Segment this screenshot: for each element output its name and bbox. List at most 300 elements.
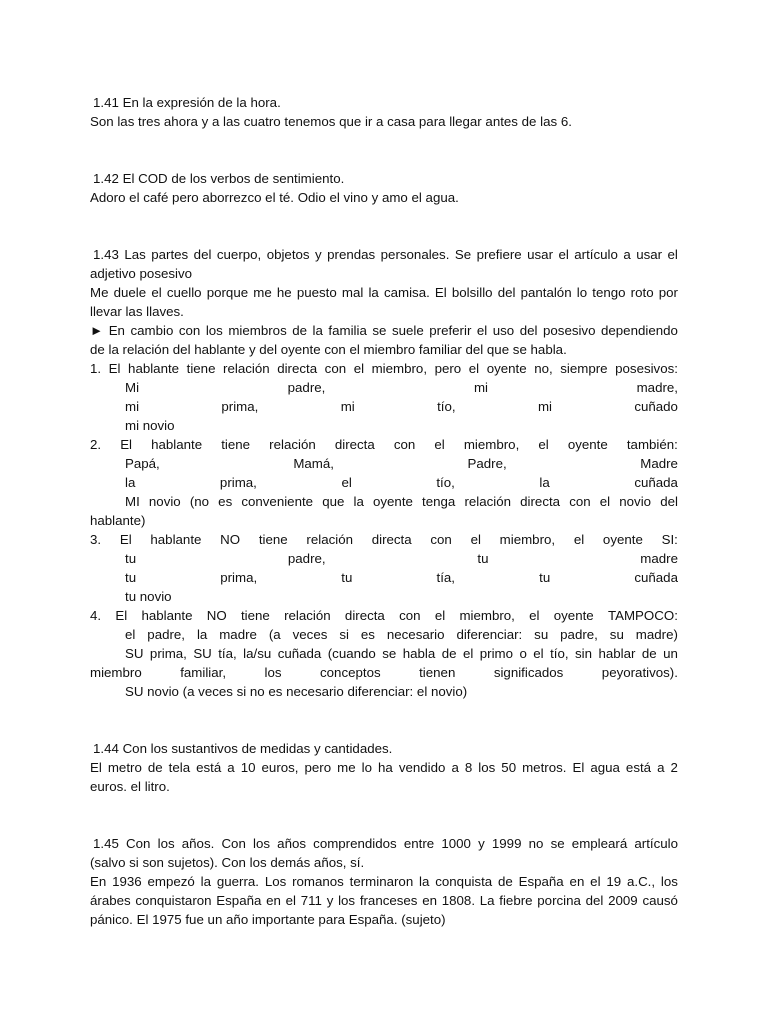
- note-143-line1-word: preferir: [429, 323, 472, 338]
- case-1-heading-word: oyente: [486, 361, 527, 376]
- case-4-row-1-word: es: [360, 627, 375, 642]
- section-heading-142: 1.42 El COD de los verbos de sentimiento.: [93, 171, 345, 186]
- example-143-line1-word: me: [253, 285, 272, 300]
- example-143-line1-word: pantalón: [520, 285, 572, 300]
- case-4-row-2-word: hablar: [598, 646, 636, 661]
- case-2-row-3-word: con: [569, 494, 591, 509]
- case-4-row-2-word: el: [533, 646, 544, 661]
- case-1-row-1-word: mi: [473, 380, 488, 395]
- section-heading-145-line1-word: artículo: [634, 836, 678, 851]
- section-heading-145-line1-word: empleará: [571, 836, 628, 851]
- case-4-row-1: [125, 625, 678, 644]
- case-2-row-2-word: tío,: [436, 475, 455, 490]
- example-145-line1-word: Los: [264, 874, 287, 889]
- section-heading-143-line1-word: usar: [636, 247, 663, 262]
- case-4-row-3: [90, 663, 678, 682]
- case-2-heading-word: el: [538, 437, 549, 452]
- example-145-line2-word: el: [285, 893, 297, 908]
- example-143-line1-word: el: [151, 285, 162, 300]
- case-1-heading-word: relación: [223, 361, 270, 376]
- example-144-line1-word: a: [657, 760, 665, 775]
- case-4-row-2-word: sin: [575, 646, 592, 661]
- note-143-line1-word: de: [292, 323, 308, 338]
- case-2-row-3-word: del: [660, 494, 678, 509]
- case-4-row-3-word: significados: [493, 665, 564, 680]
- case-1-heading-word: el: [468, 361, 480, 376]
- section-heading-145-line1-word: años.: [181, 836, 215, 851]
- case-3-row-1-word: tu: [125, 551, 137, 566]
- case-2-row-3-word: es: [218, 494, 233, 509]
- example-145-line2-word: en: [266, 893, 281, 908]
- case-2-row-3-word: que: [322, 494, 345, 509]
- case-3-heading-word: relación: [306, 532, 353, 547]
- example-143-line1-word: roto: [630, 285, 654, 300]
- case-4-heading-word: oyente: [553, 608, 594, 623]
- case-4-row-3-word: tienen: [419, 665, 456, 680]
- example-145-line1-word: a.C.,: [626, 874, 656, 889]
- note-143-line1-word: dependiendo: [601, 323, 678, 338]
- case-4-row-3-word: conceptos: [320, 665, 381, 680]
- case-2-row-3: [125, 492, 678, 511]
- case-4-heading-word: relación: [284, 608, 331, 623]
- example-144-line1-word: vendido: [398, 760, 446, 775]
- case-2-row-2-word: el: [341, 475, 352, 490]
- section-heading-145-line1-word: años: [277, 836, 307, 851]
- example-143-line1-word: tengo: [592, 285, 626, 300]
- example-145-line2-word: árabes: [90, 893, 131, 908]
- note-143-line1-word: del: [519, 323, 538, 338]
- case-4-row-1-word: veces: [292, 627, 328, 642]
- example-141: Son las tres ahora y a las cuatro tenemos que ir a casa para llegar antes de las 6.: [90, 114, 572, 129]
- section-heading-143-line1-word: objetos: [266, 247, 310, 262]
- example-143-line1-word: porque: [206, 285, 249, 300]
- case-3-heading-word: oyente: [602, 532, 643, 547]
- case-2-row-1-word: Madre: [640, 456, 678, 471]
- case-4-row-1-word: diferenciar:: [456, 627, 523, 642]
- case-4-heading-word: el: [529, 608, 540, 623]
- note-143-line2: de la relación del hablante y del oyente con el miembro familiar del que se habla.: [90, 342, 567, 357]
- example-145-line2: [90, 891, 678, 910]
- section-heading-145-line1-word: comprendidos: [313, 836, 397, 851]
- note-143-line1-word: En: [108, 323, 125, 338]
- case-2-row-3-word: MI: [125, 494, 140, 509]
- case-4-heading-word: con: [399, 608, 421, 623]
- example-145-line2-word: España: [216, 893, 262, 908]
- section-heading-143-line1-word: cuerpo,: [216, 247, 262, 262]
- section-heading-145-line1-word: 1999: [491, 836, 522, 851]
- section-heading-143-line1-word: 1.43: [93, 247, 119, 262]
- example-145-line1-word: el: [590, 874, 601, 889]
- example-144-line1-word: El: [572, 760, 585, 775]
- example-145-line2-word: porcina: [537, 893, 581, 908]
- case-2-row-3-word: relación: [464, 494, 512, 509]
- example-144-line1-word: tela: [168, 760, 191, 775]
- case-4-heading-word: El: [115, 608, 128, 623]
- case-3-row-2-word: tía,: [436, 570, 455, 585]
- example-144-line1-word: los: [478, 760, 496, 775]
- example-143-line1-word: lo: [576, 285, 588, 300]
- case-2-heading-word: con: [393, 437, 416, 452]
- example-145-line2-word: y: [326, 893, 334, 908]
- case-2-row-3-word: el: [599, 494, 611, 509]
- example-145-line2-word: franceses: [359, 893, 418, 908]
- case-4-heading-word: miembro,: [459, 608, 515, 623]
- example-143-line1-word: cuello: [166, 285, 202, 300]
- case-3-row-2-word: cuñada: [634, 570, 678, 585]
- case-2-row-3-word: (no: [189, 494, 210, 509]
- example-145-line2-word: conquistaron: [135, 893, 212, 908]
- example-144-line1-word: está: [625, 760, 652, 775]
- case-2-row-2-word: prima,: [219, 475, 257, 490]
- case-1-row-1: [125, 378, 678, 397]
- case-4-row-2-word: SU: [193, 646, 212, 661]
- example-144-line1-word: El: [90, 760, 102, 775]
- example-144-line1: [90, 758, 678, 777]
- case-3-row-2-word: tu: [539, 570, 551, 585]
- case-3-heading-word: tiene: [258, 532, 288, 547]
- case-4-row-2-word: primo: [479, 646, 513, 661]
- case-1-row-1-word: madre,: [636, 380, 678, 395]
- case-4-heading-word: el: [434, 608, 446, 623]
- example-144-line1-word: 8: [464, 760, 473, 775]
- case-1-heading-word: 1.: [90, 361, 102, 376]
- case-2-row-3-word: la: [353, 494, 364, 509]
- case-1-heading-word: hablante: [128, 361, 180, 376]
- case-2-row-3-word: directa: [520, 494, 561, 509]
- case-1-row-2-word: cuñado: [634, 399, 678, 414]
- example-144-line1-word: de: [147, 760, 163, 775]
- case-4-heading-word: directa: [344, 608, 385, 623]
- example-143-line1-word: bolsillo: [451, 285, 493, 300]
- case-4-row-1-word: padre,: [560, 627, 598, 642]
- example-144-line1-word: 50: [501, 760, 517, 775]
- section-heading-145-line1-word: los: [253, 836, 271, 851]
- example-144-line1-word: 2: [670, 760, 678, 775]
- note-143-line1-word: se: [372, 323, 387, 338]
- note-143-line1-word: suele: [391, 323, 424, 338]
- case-4-heading-word: 4.: [90, 608, 102, 623]
- example-144-line1-word: lo: [361, 760, 373, 775]
- case-4-row-2-word: un: [663, 646, 678, 661]
- section-heading-145-line1-word: 1.45: [93, 836, 119, 851]
- example-143-line1-word: duele: [113, 285, 147, 300]
- example-144-line1-word: metro: [107, 760, 142, 775]
- example-145-line1-word: romanos: [292, 874, 344, 889]
- note-143-line1-word: posesivo: [543, 323, 596, 338]
- example-144-line1-word: euros,: [261, 760, 299, 775]
- case-2-heading-word: oyente: [567, 437, 608, 452]
- case-3-heading-word: NO: [220, 532, 241, 547]
- section-heading-145-line1-word: Con: [126, 836, 151, 851]
- case-4-heading-word: tiene: [240, 608, 270, 623]
- case-2-heading-word: el: [434, 437, 445, 452]
- case-4-row-1-word: su: [609, 627, 624, 642]
- note-143-line1-word: familia: [328, 323, 367, 338]
- case-2-row-3-word: oyente: [372, 494, 413, 509]
- case-2-row-4: hablante): [90, 513, 146, 528]
- case-2-row-3-word: conveniente: [241, 494, 314, 509]
- case-4-row-2-word: el: [462, 646, 474, 661]
- example-145-line2-word: fiebre: [499, 893, 533, 908]
- case-4-heading: [90, 606, 678, 625]
- case-3-row-2-word: prima,: [220, 570, 258, 585]
- case-1-row-2-word: prima,: [221, 399, 259, 414]
- case-3-heading-word: miembro,: [499, 532, 556, 547]
- case-4-row-3-word: miembro: [90, 665, 142, 680]
- case-4-row-2-word: tío,: [550, 646, 569, 661]
- section-heading-143-line2: adjetivo posesivo: [90, 266, 193, 281]
- case-3-heading-word: con: [430, 532, 452, 547]
- example-145-line2-word: 2009: [608, 893, 638, 908]
- case-2-heading-word: miembro,: [463, 437, 520, 452]
- note-143-line1: [90, 321, 678, 340]
- section-heading-145-line1-word: los: [157, 836, 175, 851]
- example-145-line1-word: de: [497, 874, 513, 889]
- case-4-row-2-word: tía,: [218, 646, 237, 661]
- section-heading-143-line1-word: Se: [454, 247, 472, 262]
- example-145-line1-word: terminaron: [349, 874, 414, 889]
- case-2-row-1: [125, 454, 678, 473]
- note-143-line1-word: uso: [492, 323, 515, 338]
- example-145-line2-word: causó: [642, 893, 678, 908]
- case-2-row-3-word: novio: [148, 494, 181, 509]
- example-145-line1-word: 19: [606, 874, 622, 889]
- note-143-line1-word: la: [312, 323, 323, 338]
- case-3-row-2-word: tu: [341, 570, 353, 585]
- case-1-row-2-word: tío,: [437, 399, 456, 414]
- case-3-heading-word: hablante: [150, 532, 202, 547]
- case-4-row-2-word: de: [641, 646, 657, 661]
- example-145-line1-word: 1936: [112, 874, 142, 889]
- note-143-line1-word: ►: [90, 323, 104, 338]
- case-4-row-1-word: madre: [219, 627, 257, 642]
- example-145-line2-word: La: [479, 893, 495, 908]
- case-2-row-3-word: novio: [619, 494, 652, 509]
- case-4-row-2: [125, 644, 678, 663]
- section-heading-143-line1-word: artículo: [574, 247, 618, 262]
- example-145-line1-word: en: [569, 874, 585, 889]
- note-143-line1-word: cambio: [130, 323, 174, 338]
- section-heading-143-line1-word: Las: [124, 247, 146, 262]
- example-143-line1: [90, 283, 678, 302]
- example-144-line2: euros. el litro.: [90, 779, 170, 794]
- case-4-row-2-word: cuñada: [277, 646, 322, 661]
- section-heading-143-line1: [93, 245, 678, 264]
- case-1-heading-word: pero: [434, 361, 462, 376]
- case-1-heading-word: con: [324, 361, 347, 376]
- case-3-heading-word: El: [119, 532, 132, 547]
- example-143-line2: llevar las llaves.: [90, 304, 184, 319]
- case-1-heading: [90, 359, 678, 378]
- section-heading-145-line1-word: 1000: [441, 836, 471, 851]
- example-144-line1-word: me: [337, 760, 356, 775]
- example-144-line1-word: a: [227, 760, 235, 775]
- case-3-row-1-word: padre,: [287, 551, 326, 566]
- example-143-line1-word: he: [276, 285, 292, 300]
- note-143-line1-word: el: [476, 323, 488, 338]
- example-145-line2-word: 1808.: [441, 893, 476, 908]
- case-3-heading: [90, 530, 678, 549]
- example-143-line1-word: la: [368, 285, 379, 300]
- section-heading-145-line1: [93, 834, 678, 853]
- section-heading-143-line1-word: a: [623, 247, 631, 262]
- case-1-heading-word: El: [108, 361, 121, 376]
- case-1-heading-word: siempre: [560, 361, 608, 376]
- case-4-row-1-word: la: [196, 627, 208, 642]
- case-2-heading-word: El: [120, 437, 133, 452]
- section-heading-143-line1-word: y: [315, 247, 322, 262]
- section-heading-141: 1.41 En la expresión de la hora.: [93, 95, 281, 110]
- case-3-heading-word: el: [573, 532, 585, 547]
- case-2-heading-word: tiene: [221, 437, 251, 452]
- case-4-row-1-word: si: [339, 627, 349, 642]
- case-1-row-1-word: padre,: [287, 380, 326, 395]
- section-heading-143-line1-word: el: [667, 247, 678, 262]
- section-heading-143-line1-word: prefiere: [476, 247, 522, 262]
- example-145-line2-word: 711: [300, 893, 322, 908]
- section-heading-143-line1-word: del: [193, 247, 212, 262]
- case-4-row-1-word: su: [534, 627, 549, 642]
- case-2-heading-word: directa: [334, 437, 375, 452]
- case-3-row-2: [125, 568, 678, 587]
- case-2-row-1-word: Papá,: [125, 456, 160, 471]
- case-2-heading-word: relación: [269, 437, 316, 452]
- case-1-heading-word: miembro,: [371, 361, 428, 376]
- example-145-line1-word: En: [90, 874, 107, 889]
- case-1-heading-word: tiene: [186, 361, 216, 376]
- example-143-line1-word: El: [434, 285, 447, 300]
- case-4-row-1-word: padre,: [147, 627, 185, 642]
- example-145-line2-word: en: [422, 893, 437, 908]
- section-heading-143-line1-word: usar: [527, 247, 553, 262]
- example-144-line1-word: a: [451, 760, 459, 775]
- example-145-line2-word: los: [338, 893, 356, 908]
- case-1-row-1-word: Mi: [125, 380, 140, 395]
- section-heading-143-line1-word: el: [558, 247, 569, 262]
- example-145-line1-word: España: [518, 874, 564, 889]
- section-heading-143-line1-word: partes: [151, 247, 189, 262]
- case-4-row-1-word: madre): [635, 627, 678, 642]
- case-4-row-3-word: los: [264, 665, 282, 680]
- example-143-line1-word: Me: [90, 285, 109, 300]
- example-143-line1-word: puesto: [296, 285, 337, 300]
- case-4-row-2-word: se: [382, 646, 397, 661]
- case-4-row-2-word: (cuando: [327, 646, 376, 661]
- case-3-heading-word: 3.: [90, 532, 102, 547]
- example-145-line1-word: guerra.: [216, 874, 259, 889]
- section-heading-145-line1-word: se: [550, 836, 565, 851]
- example-145-line3: pánico. El 1975 fue un año importante para España. (sujeto): [90, 912, 446, 927]
- example-143-line1-word: por: [658, 285, 678, 300]
- note-143-line1-word: miembros: [228, 323, 287, 338]
- section-heading-145-line1-word: no: [528, 836, 544, 851]
- case-4-row-2-word: prima,: [149, 646, 187, 661]
- case-1-row-2-word: mi: [537, 399, 552, 414]
- case-2-row-2-word: cuñada: [634, 475, 678, 490]
- case-3-heading-word: el: [470, 532, 481, 547]
- case-4-heading-word: hablante: [141, 608, 193, 623]
- case-2-heading-word: 2.: [90, 437, 102, 452]
- example-144-line1-word: está: [196, 760, 222, 775]
- case-4-heading-word: NO: [206, 608, 227, 623]
- example-145-line2-word: del: [585, 893, 604, 908]
- section-heading-145-line1-word: y: [478, 836, 485, 851]
- example-144-line1-word: metros.: [522, 760, 567, 775]
- section-heading-145-line1-word: Con: [221, 836, 246, 851]
- example-145-line1-word: la: [200, 874, 212, 889]
- section-heading-143-line1-word: personales.: [380, 247, 450, 262]
- example-144-line1-word: agua: [590, 760, 620, 775]
- case-4-row-2-word: la/su: [243, 646, 272, 661]
- case-4-row-2-word: de: [441, 646, 457, 661]
- example-145-line1-word: conquista: [435, 874, 493, 889]
- case-4-row-2-word: o: [519, 646, 527, 661]
- case-4-row-1-word: necesario: [386, 627, 445, 642]
- case-2-row-1-word: Padre,: [467, 456, 507, 471]
- case-2-heading: [90, 435, 678, 454]
- case-3-row-2-word: tu: [125, 570, 137, 585]
- case-2-row-2-word: la: [125, 475, 136, 490]
- case-1-row-2-word: mi: [125, 399, 140, 414]
- example-145-line1-word: los: [660, 874, 678, 889]
- case-2-row-3-word: tenga: [422, 494, 456, 509]
- case-3-row-3: tu novio: [125, 589, 172, 604]
- case-2-row-1-word: Mamá,: [293, 456, 334, 471]
- case-4-row-2-word: SU: [125, 646, 144, 661]
- case-1-heading-word: no,: [534, 361, 553, 376]
- case-2-heading-word: hablante: [151, 437, 203, 452]
- case-2-row-2-word: la: [539, 475, 550, 490]
- case-3-row-1: [125, 549, 678, 568]
- example-145-line1: [90, 872, 678, 891]
- case-1-row-2-word: mi: [340, 399, 355, 414]
- case-1-heading-word: directa: [277, 361, 318, 376]
- example-142: Adoro el café pero aborrezco el té. Odio el vino y amo el agua.: [90, 190, 459, 205]
- example-145-line1-word: empezó: [147, 874, 195, 889]
- section-heading-143-line1-word: prendas: [327, 247, 376, 262]
- note-143-line1-word: con: [178, 323, 201, 338]
- case-1-heading-word: el: [353, 361, 365, 376]
- case-1-row-3: mi novio: [125, 418, 175, 433]
- case-4-row-1-word: (a: [268, 627, 281, 642]
- example-144-line1-word: pero: [304, 760, 332, 775]
- case-4-row-1-word: el: [125, 627, 136, 642]
- case-4-row-2-word: habla: [402, 646, 436, 661]
- example-145-line1-word: la: [419, 874, 430, 889]
- example-143-line1-word: mal: [341, 285, 364, 300]
- example-143-line1-word: del: [497, 285, 516, 300]
- case-3-row-1-word: tu: [477, 551, 489, 566]
- section-heading-144: 1.44 Con los sustantivos de medidas y cantidades.: [93, 741, 393, 756]
- case-2-heading-word: también:: [626, 437, 678, 452]
- case-1-heading-word: posesivos:: [615, 361, 678, 376]
- example-144-line1-word: ha: [378, 760, 393, 775]
- example-143-line1-word: camisa.: [383, 285, 430, 300]
- case-4-heading-word: TAMPOCO:: [607, 608, 678, 623]
- section-heading-145-line1-word: entre: [403, 836, 435, 851]
- case-2-row-2: [125, 473, 678, 492]
- case-1-row-2: [125, 397, 678, 416]
- example-144-line1-word: 10: [240, 760, 256, 775]
- case-3-row-1-word: madre: [640, 551, 678, 566]
- section-heading-145-line2: (salvo si son sujetos). Con los demás años, sí.: [90, 855, 365, 870]
- case-3-heading-word: SI:: [661, 532, 678, 547]
- case-3-heading-word: directa: [371, 532, 412, 547]
- case-4-row-4: SU novio (a veces si no es necesario diferenciar: el novio): [125, 684, 468, 699]
- case-4-row-3-word: peyorativos).: [601, 665, 678, 680]
- case-4-row-3-word: familiar,: [180, 665, 227, 680]
- note-143-line1-word: los: [205, 323, 223, 338]
